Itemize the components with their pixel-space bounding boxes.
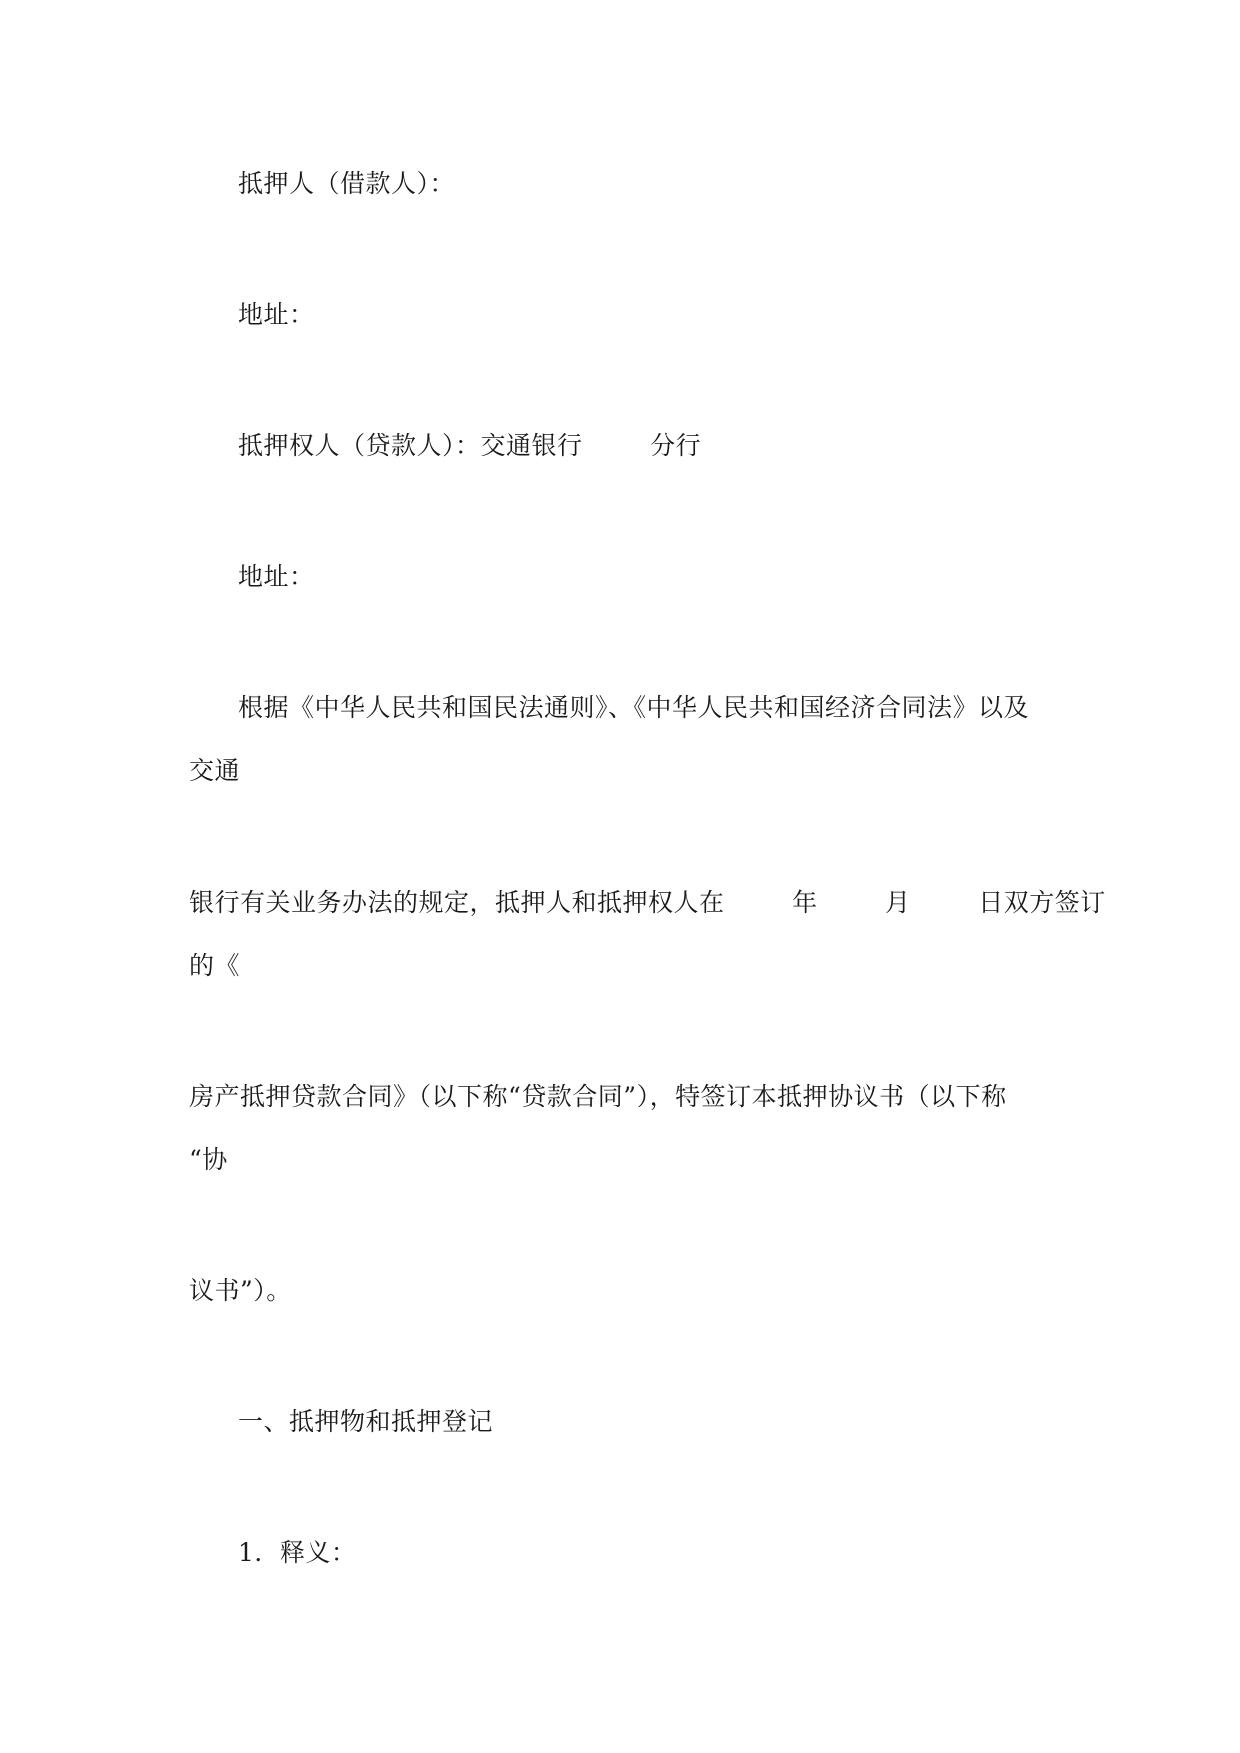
mortgagee-address-line: 地址： (238, 562, 315, 591)
mortgagee-line: 抵押权人（贷款人）：交通银行 分行 (238, 431, 702, 460)
section-heading: 一、抵押物和抵押登记 (238, 1407, 494, 1436)
preamble-line-6: “协 (189, 1145, 228, 1174)
preamble-line-2: 交通 (189, 756, 241, 785)
preamble-line-4: 的《 (189, 951, 241, 980)
mortgagor-address-line: 地址： (238, 300, 315, 329)
preamble-line-3: 银行有关业务办法的规定，抵押人和抵押权人在 年 月 日双方签订 (189, 888, 1106, 917)
preamble-line-5: 房产抵押贷款合同》（以下称“贷款合同”），特签订本抵押协议书（以下称 (189, 1082, 1007, 1111)
preamble-line-1: 根据《中华人民共和国民法通则》、《中华人民共和国经济合同法》以及 (238, 693, 1030, 722)
preamble-line-7: 议书”）。 (189, 1276, 292, 1305)
subsection-heading: 1．释义： (238, 1538, 357, 1567)
mortgagor-line: 抵押人（借款人）： (238, 169, 456, 198)
